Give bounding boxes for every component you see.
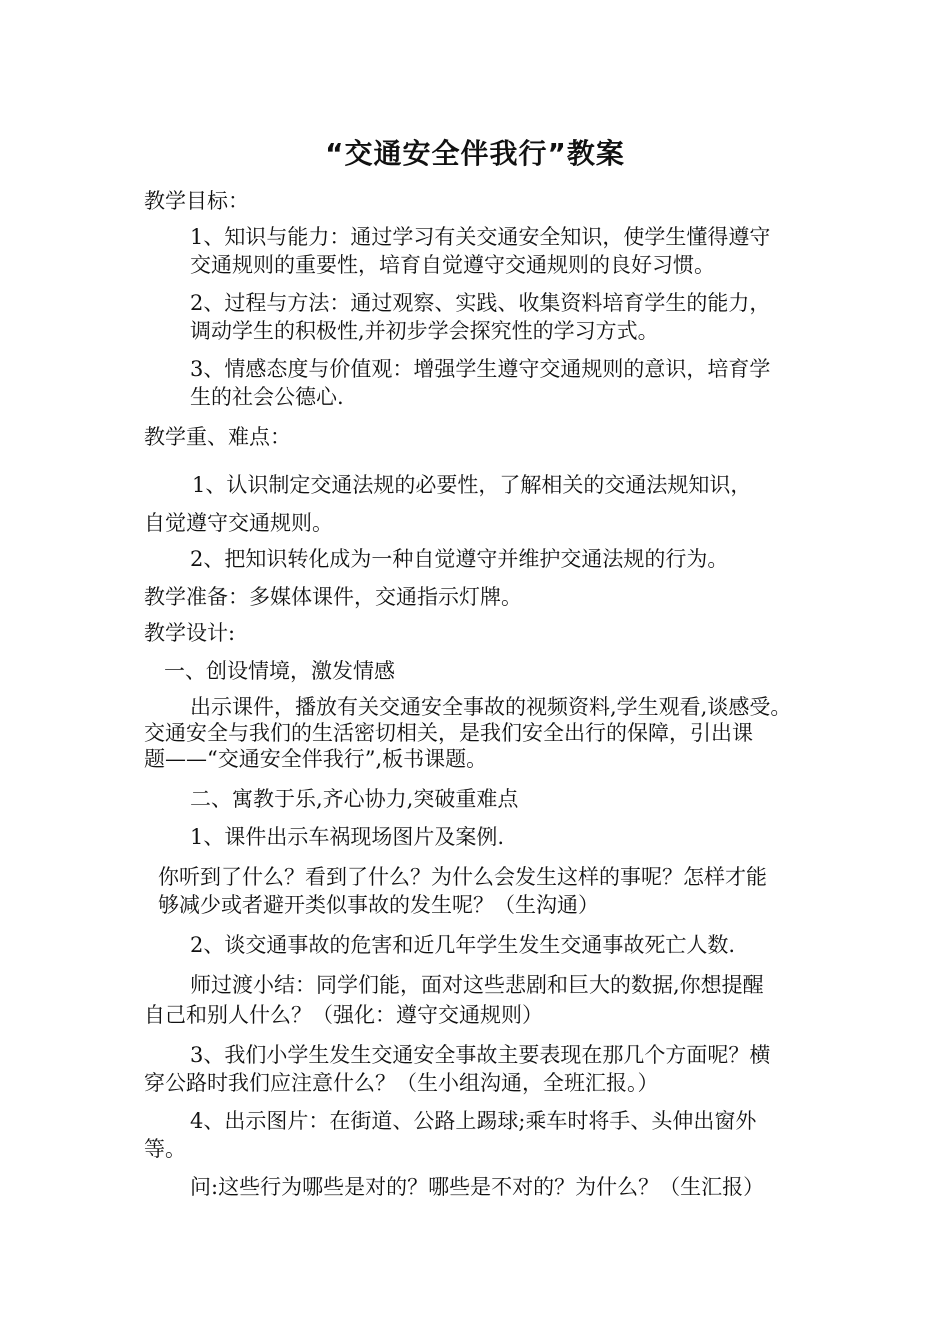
goal-3-line-2: 生的社会公德心.: [190, 385, 344, 409]
keypoint-1-line-2: 自觉遵守交通规则。: [144, 511, 333, 535]
keypoint-2: 2、把知识转化成为一种自觉遵守并维护交通法规的行为。: [190, 547, 729, 571]
section-2-step-3-line-2: 穿公路时我们应注意什么？（生小组沟通，全班汇报。）: [144, 1071, 659, 1095]
section-2-step-3-line-1: 3、我们小学生发生交通安全事故主要表现在那几个方面呢？横: [190, 1043, 771, 1067]
summary-line-2: 自己和别人什么？（强化：遵守交通规则）: [144, 1003, 543, 1027]
goal-2-line-1: 2、过程与方法：通过观察、实践、收集资料培育学生的能力，: [190, 291, 771, 315]
design-heading: 教学设计:: [144, 621, 236, 645]
preparation: 教学准备：多媒体课件，交通指示灯牌。: [144, 585, 522, 609]
keypoints-heading: 教学重、难点：: [144, 425, 291, 449]
section-1-paragraph-line-2: 交通安全与我们的生活密切相关，是我们安全出行的保障，引出课: [144, 721, 753, 745]
section-1-heading: 一、创设情境，激发情感: [164, 659, 395, 683]
summary-line-1: 师过渡小结：同学们能，面对这些悲剧和巨大的数据,你想提醒: [190, 973, 764, 997]
section-2-question: 问:这些行为哪些是对的？哪些是不对的？为什么？（生汇报）: [190, 1175, 765, 1199]
section-2-step-1: 1、课件出示车祸现场图片及案例.: [190, 825, 505, 849]
section-1-paragraph-line-1: 出示课件，播放有关交通安全事故的视频资料,学生观看,谈感受。: [190, 695, 792, 719]
section-2-step-4-line-2: 等。: [144, 1137, 186, 1161]
document-title: “交通安全伴我行”教案: [325, 137, 625, 170]
question-1-line-1: 你听到了什么？看到了什么？为什么会发生这样的事呢？怎样才能: [158, 865, 767, 889]
section-1-paragraph-line-3: 题——“交通安全伴我行”,板书课题。: [144, 747, 488, 771]
goals-heading: 教学目标：: [144, 189, 249, 213]
section-2-heading: 二、寓教于乐,齐心协力,突破重难点: [190, 787, 519, 811]
section-2-step-2: 2、谈交通事故的危害和近几年学生发生交通事故死亡人数.: [190, 933, 736, 957]
section-2-step-4-line-1: 4、出示图片：在街道、公路上踢球;乘车时将手、头伸出窗外: [190, 1109, 757, 1133]
goal-2-line-2: 调动学生的积极性,并初步学会探究性的学习方式。: [190, 319, 659, 343]
goal-1-line-1: 1、知识与能力：通过学习有关交通安全知识，使学生懂得遵守: [190, 225, 771, 249]
goal-1-line-2: 交通规则的重要性，培育自觉遵守交通规则的良好习惯。: [190, 253, 715, 277]
question-1-line-2: 够减少或者避开类似事故的发生呢？（生沟通）: [158, 893, 599, 917]
goal-3-line-1: 3、情感态度与价值观：增强学生遵守交通规则的意识，培育学: [190, 357, 771, 381]
keypoint-1-line-1: 1、认识制定交通法规的必要性，了解相关的交通法规知识，: [192, 473, 752, 497]
